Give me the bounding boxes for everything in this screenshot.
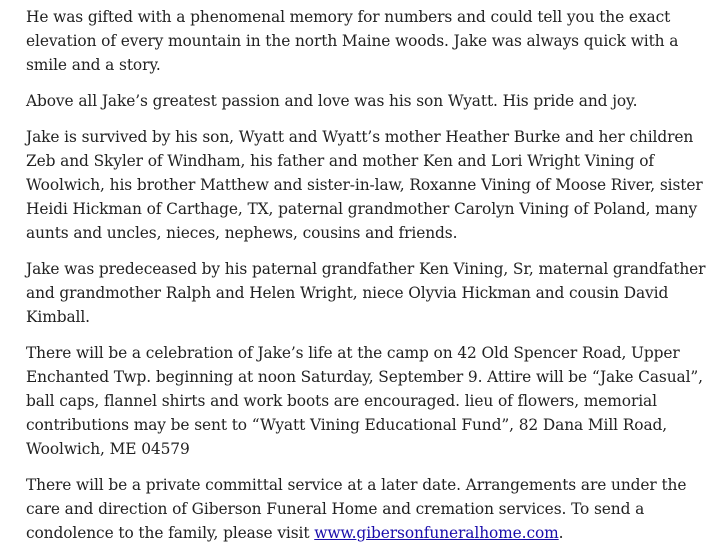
paragraph-survived-by: Jake is survived by his son, Wyatt and Wyatt’s mother Heather Burke and her children Zeb and Skyler of Windham, his father and mother Ken and Lori Wright Vining of Woolwich, his brother Matthew and sister-in-law, Roxanne Vining of Moose River, sister Heidi Hickman of Carthage, TX, paternal grandmother Carolyn Vining of Poland, many aunts and uncles, nieces, nephews, cousins and friends. xyxy=(26,128,703,242)
committal-text: There will be a private committal service at a later date. Arrangements are under the care and direction of Giberson Funeral Home and cremation services. To send a condolence to the family, please visit xyxy=(26,476,687,542)
paragraph-memory: He was gifted with a phenomenal memory for numbers and could tell you the exact elevation of every mountain in the north Maine woods. Jake was always quick with a smile and a story. xyxy=(26,8,679,74)
committal-trailing: . xyxy=(558,524,564,542)
paragraph-celebration: There will be a celebration of Jake’s life at the camp on 42 Old Spencer Road, Upper Enchanted Twp. beginning at noon Saturday, September 9. Attire will be “Jake Casual”, ball caps, flannel shirts and work boots are encouraged. lieu of flowers, memorial contributions may be sent to “Wyatt Vining Educational Fund”, 82 Dana Mill Road, Woolwich, ME 04579 xyxy=(26,344,703,458)
paragraph-committal xyxy=(26,473,716,545)
paragraph-predeceased: Jake was predeceased by his paternal grandfather Ken Vining, Sr, maternal grandfather and grandmother Ralph and Helen Wright, niece Olyvia Hickman and cousin David Kimball. xyxy=(26,260,706,326)
paragraph-passion: Above all Jake’s greatest passion and love was his son Wyatt. His pride and joy. xyxy=(26,92,638,110)
obituary-article xyxy=(26,5,716,557)
funeral-home-link[interactable]: www.gibersonfuneralhome.com xyxy=(314,524,559,542)
